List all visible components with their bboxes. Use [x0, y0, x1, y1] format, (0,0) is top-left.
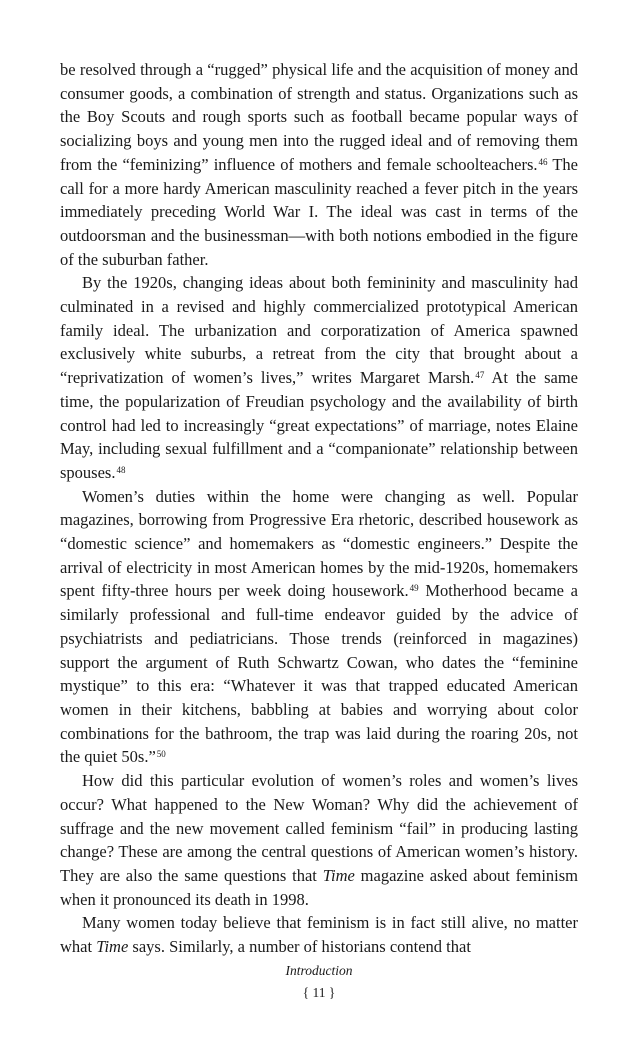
- paragraph-text: By the 1920s, changing ideas about both femininity and masculinity had culminated in a revised and highly commercialized prototypical American family ideal. The urbanization and corporatization of America spawned exclusively white suburbs, a retreat from the city that brought about a “reprivatization of women’s lives,” writes Margaret Marsh.: [60, 273, 578, 388]
- footnote-marker: 49: [409, 583, 419, 594]
- page-number: { 11 }: [302, 985, 336, 1000]
- paragraph-text: Women’s duties within the home were changing as well. Popular magazines, borrowing from Progressive Era rhetoric, described housework as “domestic science” and homemakers as “domestic engineers.” Despite the arrival of electricity in most American homes by the mid-1920s, homemakers spent fifty-three hours per week doing housework.: [60, 486, 578, 601]
- paragraph-3: [60, 485, 578, 769]
- paragraph-1: [60, 58, 578, 271]
- footnote-marker: 47: [475, 370, 485, 381]
- paragraph-2: [60, 271, 578, 484]
- italic-title: Time: [322, 865, 355, 885]
- paragraph-text: How did this particular evolution of women’s roles and women’s lives occur? What happened to the New Woman? Why did the achievement of suffrage and the new movement called feminism “fail” in producing lasting change? These are among the central questions of American women’s history. They are also the same questions that: [60, 771, 578, 885]
- footnote-marker: 50: [156, 749, 166, 760]
- footnote-marker: 48: [116, 464, 126, 475]
- paragraph-text: At the same time, the popularization of Freudian psychology and the availability of birth control had led to increasingly “great expectations” of marriage, notes Elaine May, including sexual fulfillment and a “companionate” relationship between spouses.: [60, 368, 578, 482]
- italic-title: Time: [96, 937, 129, 957]
- paragraph-text: Many women today believe that feminism is in fact still alive, no matter what: [60, 913, 578, 957]
- paragraph-4: [60, 769, 578, 911]
- paragraph-text: be resolved through a “rugged” physical life and the acquisition of money and consumer goods, a combination of strength and status. Organizations such as the Boy Scouts and rough sports such as football became popular ways of socializing boys and young men into the rugged ideal and of removing them from the “feminizing” influence of mothers and female schoolteachers.: [60, 60, 578, 174]
- paragraph-text: The call for a more hardy American masculinity reached a fever pitch in the years immediately preceding World War I. The ideal was cast in terms of the outdoorsman and the businessman—with both notions embodied in the figure of the suburban father.: [60, 154, 578, 269]
- running-footer-section: Introduction: [285, 963, 353, 978]
- footnote-marker: 46: [538, 156, 548, 167]
- paragraph-text: magazine asked about feminism when it pronounced its death in 1998.: [60, 865, 579, 909]
- paragraph-text: Motherhood became a similarly professional and full-time endeavor guided by the advice of psychiatrists and pediatricians. Those trends (reinforced in magazines) support the argument of Ruth Schwartz Cowan, who dates the “feminine mystique” to this era: “Whatever it was that trapped educated American women in their kitchens, babbling at babies and worrying about color combinations for the bathroom, the trap was laid during the roaring 20s, not the quiet 50s.”: [60, 581, 578, 767]
- page-body: [60, 58, 578, 959]
- paragraph-5: [60, 911, 578, 958]
- paragraph-text: says. Similarly, a number of historians contend that: [128, 937, 471, 957]
